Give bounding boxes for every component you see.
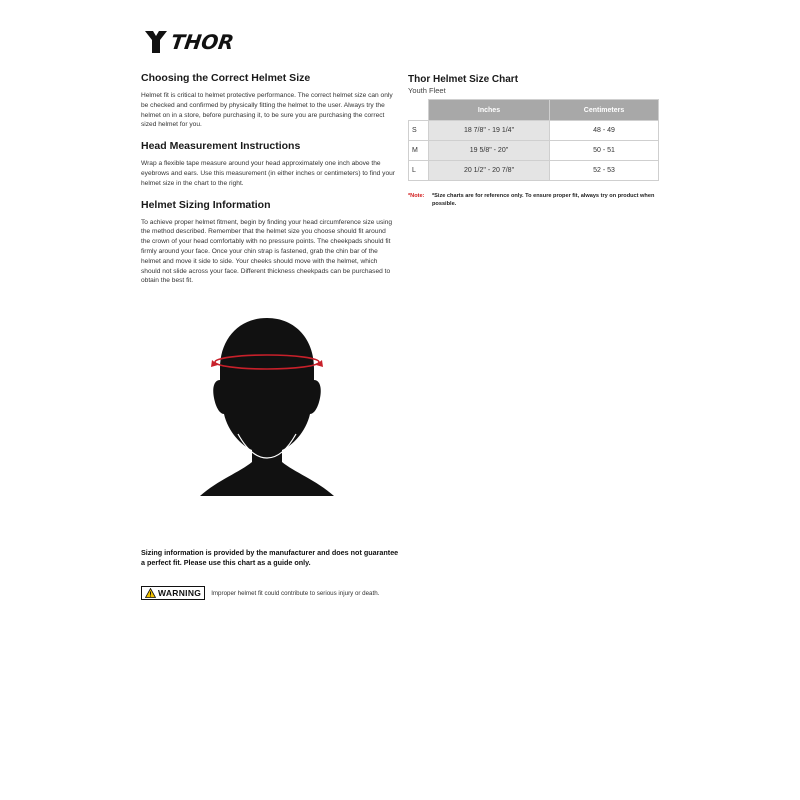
- size-chart-title: Thor Helmet Size Chart: [408, 74, 519, 85]
- inches-cell: 19 5/8" - 20": [429, 141, 550, 161]
- fit-disclaimer: Sizing information is provided by the manufacturer and does not guarantee a perfect fit. Please use this chart as a guide only.: [141, 548, 399, 567]
- section-body-choosing: Helmet fit is critical to helmet protective performance. The correct helmet size can only be checked and confirmed by physically fitting the helmet to the user. Always try the helmet on in a store, before purchasing it, to be sure you are purchasing the correct sized helmet for you.: [141, 92, 393, 129]
- table-header-blank: [409, 100, 429, 121]
- brand-name: THOR: [169, 30, 236, 54]
- table-header-row: [409, 100, 659, 121]
- section-heading-choosing: Choosing the Correct Helmet Size: [141, 72, 311, 84]
- head-measurement-illustration: [198, 316, 336, 500]
- warning-triangle-icon: [145, 588, 156, 598]
- centimeters-cell: 48 - 49: [550, 121, 659, 141]
- warning-label: WARNING: [158, 588, 202, 598]
- size-chart-table: [408, 99, 659, 181]
- head-silhouette-icon: [198, 316, 336, 500]
- section-heading-sizing: Helmet Sizing Information: [141, 198, 271, 211]
- size-cell: S: [409, 121, 429, 141]
- section-heading-measurement: Head Measurement Instructions: [141, 140, 301, 153]
- warning-badge: [141, 586, 205, 600]
- warning-row: [141, 586, 379, 600]
- size-chart-panel: [408, 74, 660, 208]
- thor-logo-icon: [145, 31, 167, 53]
- note-text: *Size charts are for reference only. To ensure proper fit, always try on product when possible.: [432, 193, 655, 207]
- section-body-sizing: To achieve proper helmet fitment, begin by finding your head circumference size using the method described. Remember that the helmet size you choose should fit around the crown of your head comfortably with no pressure points. The cheekpads should fit firmly around your face. Once your chin strap is fastened, grab the chin bar of the helmet and move it side to side. Your cheeks should move with the helmet, which should not slide across your face. Different thickness cheekpads can be purchased to obtain the best fit.: [141, 218, 393, 285]
- size-chart-note: [408, 193, 660, 208]
- centimeters-cell: 52 - 53: [550, 161, 659, 181]
- sizing-guide-text: [141, 72, 396, 296]
- table-row: [409, 141, 659, 161]
- size-chart-subtitle: Youth Fleet: [408, 86, 446, 95]
- size-cell: M: [409, 141, 429, 161]
- table-row: [409, 161, 659, 181]
- warning-text: Improper helmet fit could contribute to serious injury or death.: [211, 589, 380, 597]
- note-label: *Note:: [408, 193, 425, 199]
- column-header-inches: Inches: [429, 100, 550, 121]
- centimeters-cell: 50 - 51: [550, 141, 659, 161]
- thor-logo: [145, 30, 234, 54]
- inches-cell: 18 7/8" - 19 1/4": [429, 121, 550, 141]
- section-body-measurement: Wrap a flexible tape measure around your head approximately one inch above the eyebrows and ears. Use this measurement (in either inches or centimeters) to find your helmet size in the chart to the right.: [141, 160, 395, 187]
- size-cell: L: [409, 161, 429, 181]
- column-header-centimeters: Centimeters: [550, 100, 659, 121]
- table-row: [409, 121, 659, 141]
- inches-cell: 20 1/2" - 20 7/8": [429, 161, 550, 181]
